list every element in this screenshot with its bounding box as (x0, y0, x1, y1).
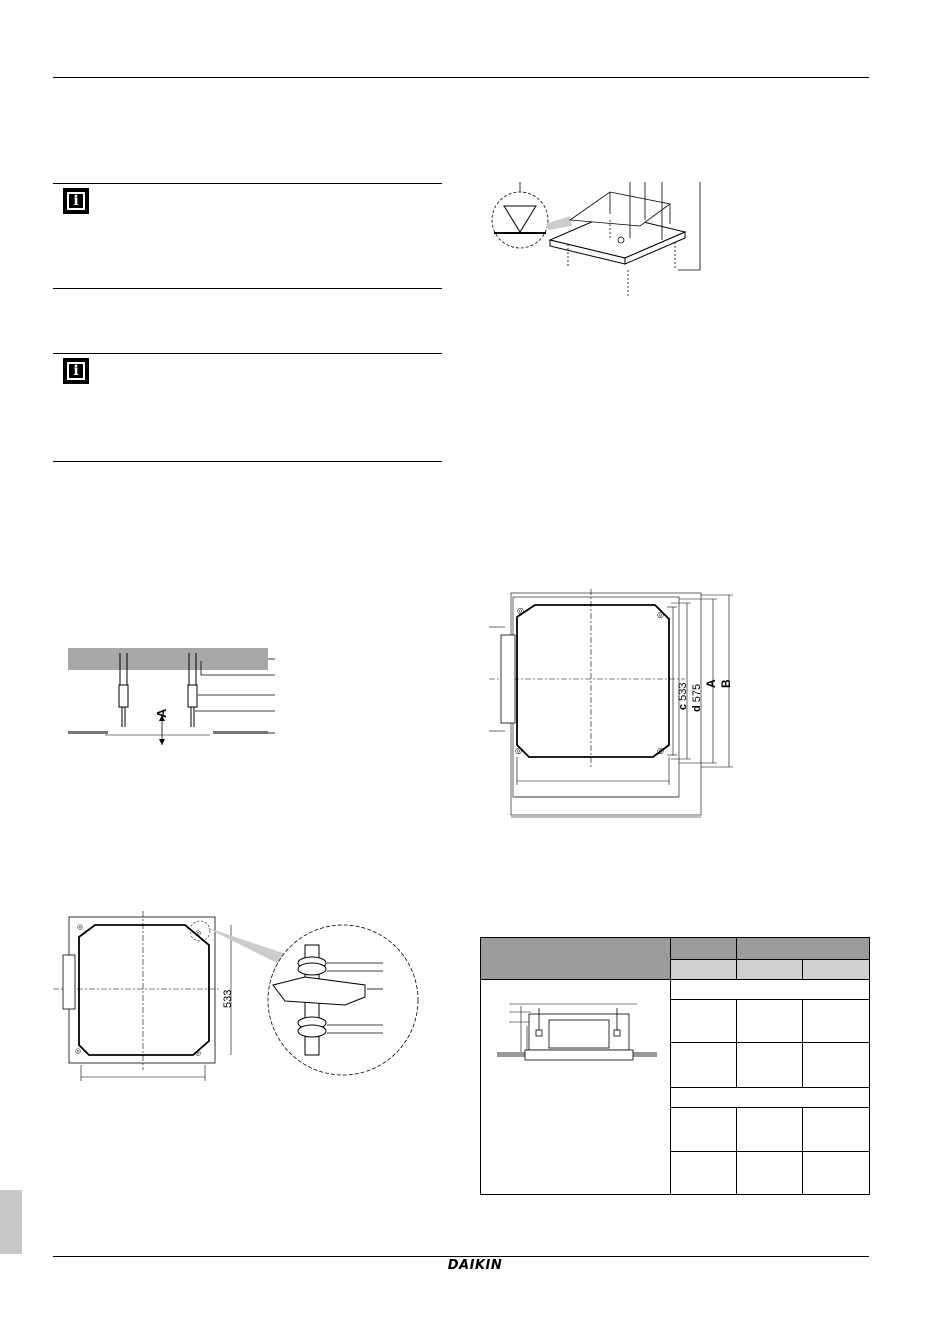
note-1-bottom-rule (53, 288, 442, 289)
table-subheader-cell (737, 960, 803, 980)
note-2-top-rule (53, 353, 442, 354)
table-cell (803, 1107, 870, 1151)
dimension-d-letter: d (691, 705, 703, 712)
panel-dimension-labels (677, 682, 689, 710)
dimension-c-value: 533 (677, 682, 689, 701)
top-view-figure (45, 905, 425, 1085)
table-section-row (671, 1087, 870, 1107)
dimension-b-letter: B (719, 679, 733, 688)
dimension-a-label: A (154, 708, 169, 718)
svg-text:◎: ◎ (517, 606, 524, 615)
table-cell (803, 1151, 870, 1194)
top-view-dimension: 533 (222, 989, 234, 1008)
specification-table (480, 937, 870, 1195)
brand-logo: DAIKIN (447, 1258, 503, 1273)
table-cell (671, 1000, 737, 1043)
header-rule (53, 77, 869, 78)
svg-text:◎: ◎ (75, 1047, 82, 1055)
table-cell (671, 1151, 737, 1194)
side-tab (0, 1190, 22, 1254)
table-cell (803, 1000, 870, 1043)
dimension-c-letter: c (677, 703, 689, 710)
svg-text:◎: ◎ (657, 610, 664, 619)
table-header-cell (481, 938, 671, 980)
table-section-row (671, 980, 870, 1000)
ceiling-section-diagram (487, 986, 667, 1076)
dimension-d-value: 575 (691, 683, 703, 703)
svg-text:◎: ◎ (657, 746, 664, 755)
table-subheader-cell (671, 960, 737, 980)
table-cell (737, 1043, 803, 1087)
table-header-cell (671, 938, 737, 960)
table-diagram-cell (481, 980, 671, 1195)
table-cell (737, 1000, 803, 1043)
table-subheader-cell (803, 960, 870, 980)
svg-text:◎: ◎ (195, 1049, 202, 1057)
table-cell (671, 1107, 737, 1151)
table-cell (737, 1107, 803, 1151)
footer-rule (53, 1256, 869, 1257)
information-icon: i (63, 188, 89, 214)
table-cell (671, 1043, 737, 1087)
table-cell (803, 1043, 870, 1087)
note-1-top-rule (53, 183, 442, 184)
information-icon: i (63, 358, 89, 384)
note-2-bottom-rule (53, 461, 442, 462)
table-cell (737, 1151, 803, 1194)
dimension-a-letter: A (704, 679, 718, 688)
svg-text:◎: ◎ (77, 923, 84, 931)
svg-text:◎: ◎ (515, 746, 522, 755)
hanging-bolts-figure (65, 645, 280, 745)
panel-dimension-labels-d (691, 684, 703, 712)
svg-text:◎: ◎ (195, 929, 202, 937)
unit-isometric-figure (490, 180, 720, 305)
table-header-cell (737, 938, 870, 960)
